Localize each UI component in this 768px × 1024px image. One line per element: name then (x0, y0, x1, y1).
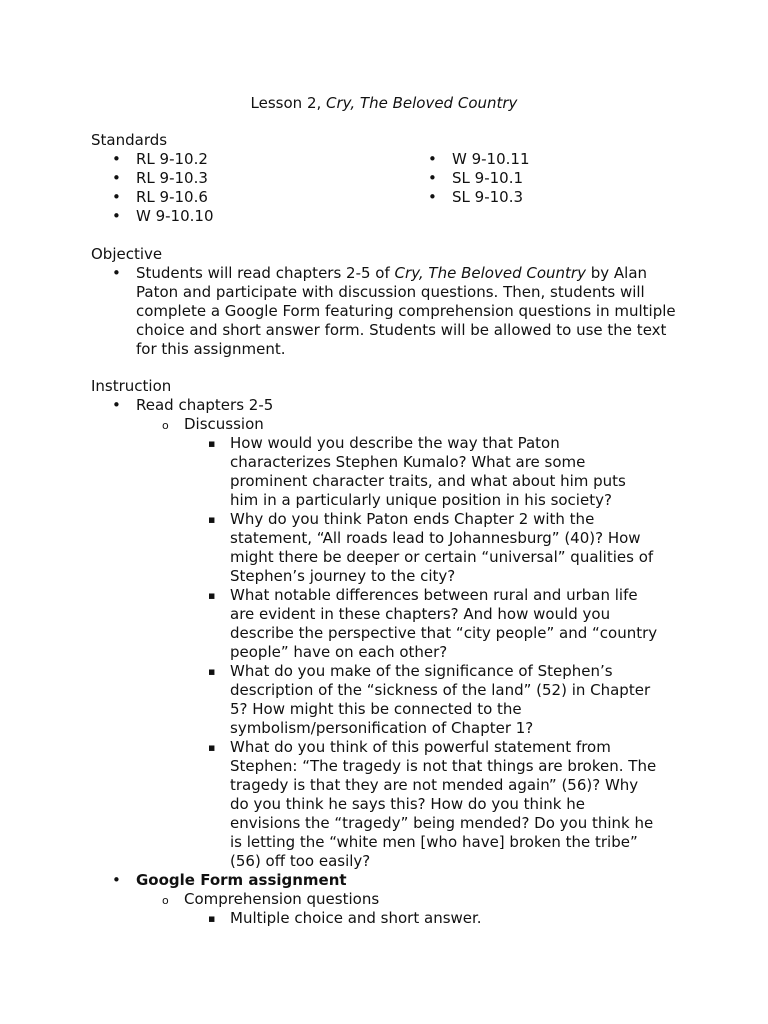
instruction-list (112, 396, 682, 928)
objective-list (112, 264, 682, 359)
objective-heading: Objective (91, 245, 163, 263)
objective-item (112, 264, 682, 359)
objective-text-1: Students will read chapters 2-5 of (136, 264, 395, 282)
discussion-question: ▪ What notable differences between rural and urban life are evident in these chapters? And how would you describe the perspective that “city people” and “country people” have on each other? (206, 586, 658, 662)
standard-item: • RL 9-10.3 (112, 169, 392, 188)
page-title (0, 94, 768, 113)
discussion-item (160, 415, 682, 871)
title-prefix: Lesson 2, (250, 94, 327, 112)
standards-heading: Standards (91, 131, 168, 149)
discussion-label: Discussion (184, 415, 264, 433)
standard-item: • W 9-10.10 (112, 207, 392, 226)
objective-text-2: by Alan Paton and participate with discussion questions. Then, students will complete a Google Form featuring comprehension questions in multiple choice and short answer form. Students will be allowed to use the text for this assignment. (136, 264, 676, 358)
discussion-question: ▪ Why do you think Paton ends Chapter 2 with the statement, “All roads lead to Johannesburg” (40)? How might there be deeper or certain “universal” qualities of Stephen’s journey to the city? (206, 510, 658, 586)
instruction-heading: Instruction (91, 377, 172, 395)
standard-item: • RL 9-10.6 (112, 188, 392, 207)
google-form-sublist (160, 890, 682, 928)
comprehension-sublist (206, 909, 658, 928)
title-book: Cry, The Beloved Country (326, 94, 518, 112)
instruction-item-google-form (112, 871, 682, 928)
instruction-item-read (112, 396, 682, 871)
standards-list-right (428, 150, 678, 207)
objective-book: Cry, The Beloved Country (394, 264, 586, 282)
comprehension-item (160, 890, 682, 928)
multiple-choice-item: ▪ Multiple choice and short answer. (206, 909, 658, 928)
standard-item: • W 9-10.11 (428, 150, 678, 169)
discussion-question: ▪ How would you describe the way that Paton characterizes Stephen Kumalo? What are some prominent character traits, and what about him puts him in a particularly unique position in his society? (206, 434, 658, 510)
standard-item: • RL 9-10.2 (112, 150, 392, 169)
comprehension-label: Comprehension questions (184, 890, 380, 908)
discussion-question: ▪ What do you think of this powerful statement from Stephen: “The tragedy is not that things are broken. The tragedy is that they are not mended again” (56)? Why do you think he says this? How do you think he envisions the “tragedy” being mended? Do you think he is letting the “white men [who have] broken the tribe” (56) off too easily? (206, 738, 658, 871)
read-chapters-text: Read chapters 2-5 (136, 396, 274, 414)
standard-item: • SL 9-10.3 (428, 188, 678, 207)
google-form-label: Google Form assignment (136, 871, 347, 889)
discussion-questions (206, 434, 658, 871)
standard-item: • SL 9-10.1 (428, 169, 678, 188)
discussion-sublist (160, 415, 682, 871)
discussion-question: ▪ What do you make of the significance of Stephen’s description of the “sickness of the land” (52) in Chapter 5? How might this be connected to the symbolism/personification of Chapter 1? (206, 662, 658, 738)
standards-list-left (112, 150, 392, 226)
